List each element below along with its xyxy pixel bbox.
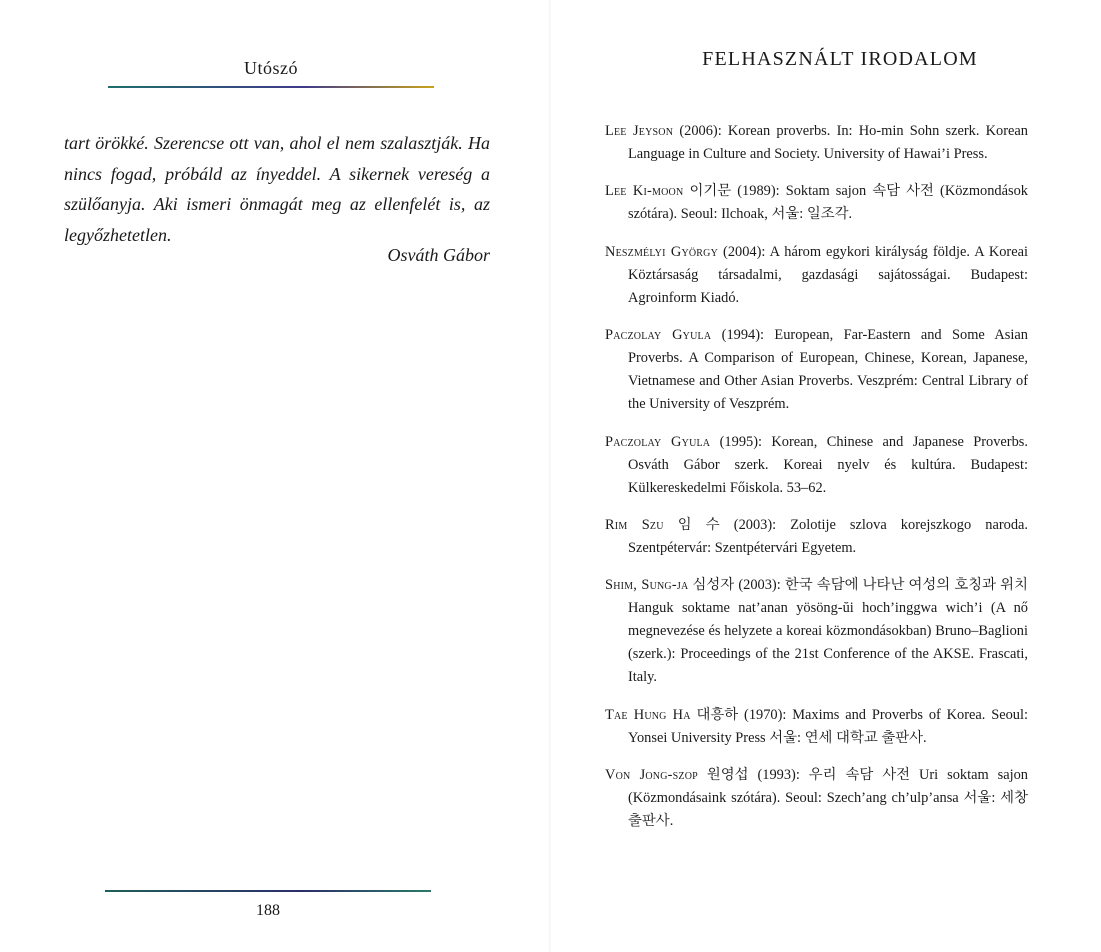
entry-text: (1994): European, Far-Eastern and Some Asian Proverbs. A Comparison of European, Chinese, Korean, Japanese, Vietnamese and Other Asian Proverbs. Veszprém: Central Library of the University of Veszprém. — [628, 327, 1028, 413]
author-signature: Osváth Gábor — [387, 245, 490, 265]
bibliography-entry — [605, 180, 1028, 226]
right-page — [550, 0, 1101, 952]
bibliography-entry — [605, 514, 1028, 560]
bibliography-entry — [605, 704, 1028, 750]
entry-author: Lee Jeyson — [605, 123, 674, 139]
entry-author: Von Jong-szop — [605, 767, 698, 784]
entry-text: (2004): A három egykori királyság földje. A Koreai Köztársaság társadalmi, gazdasági sajátosságai. Budapest: Agroinform Kiadó. — [628, 243, 1029, 306]
bibliography-entry — [605, 120, 1028, 166]
entry-text: 이기문 (1989): Soktam sajon 속담 사전 (Közmondások szótára). Seoul: Ilchoak, 서울: 일조각. — [628, 183, 1028, 223]
entry-author: Paczolay Gyula — [605, 327, 712, 344]
entry-author: Paczolay Gyula — [605, 433, 711, 450]
entry-author: Tae Hung Ha — [605, 706, 691, 723]
bibliography-list — [605, 120, 1028, 844]
entry-text: 원영섭 (1993): 우리 속담 사전 Uri soktam sajon (Közmondásaink szótára). Seoul: Szech’ang ch’ulp’ansa 서울: 세창출판사. — [628, 767, 1028, 830]
entry-author: Rim Szu — [605, 516, 664, 533]
closing-quote: tart örökké. Szerencse ott van, ahol el nem szalasztják. Ha nincs fogad, próbáld az ínyeddel. A sikernek vereség a szülőanyja. Aki ismeri önmagát meg az ellenfelét is, az legyőzhetetlen. — [64, 133, 490, 245]
running-head: Utószó — [244, 58, 298, 78]
section-title: FELHASZNÁLT IRODALOM — [702, 48, 978, 70]
entry-author: Lee Ki-moon — [605, 183, 684, 200]
bibliography-entry — [605, 241, 1028, 310]
entry-author: Neszmélyi György — [605, 243, 719, 260]
bibliography-entry — [605, 324, 1028, 416]
entry-text: (1995): Korean, Chinese and Japanese Proverbs. Osváth Gábor szerk. Koreai nyelv és kultúra. Budapest: Külkereskedelmi Főiskola. 53–62. — [628, 433, 1028, 496]
entry-text: 임 수 (2003): Zolotije szlova korejszkogo naroda. Szentpétervár: Szentpétervári Egyetem. — [628, 516, 1029, 556]
bibliography-entry — [605, 431, 1028, 500]
footer-rule — [105, 890, 431, 892]
entry-text: (2006): Korean proverbs. In: Ho-min Sohn szerk. Korean Language in Culture and Society. University of Hawai’i Press. — [628, 123, 1028, 162]
bibliography-entry — [605, 764, 1028, 833]
bibliography-entry — [605, 574, 1028, 689]
left-page — [0, 0, 550, 952]
entry-text: 심성자 (2003): 한국 속담에 나타난 여성의 호칭과 위치 Hanguk soktame nat’anan yösöng-ŭi hoch’inggwa wich’i (A nő megnevezése és helyzete a koreai közmondásokban) Bruno–Baglioni (szerk.): Proceedings of the 21st Conference of the AKSE. Frascati, Italy. — [628, 577, 1028, 686]
entry-author: Shim, Sung-ja — [605, 577, 689, 594]
page-number: 188 — [256, 902, 280, 919]
header-rule — [108, 86, 434, 88]
entry-text: 대흥하 (1970): Maxims and Proverbs of Korea. Seoul: Yonsei University Press 서울: 연세 대학교 출판사. — [628, 706, 1028, 746]
